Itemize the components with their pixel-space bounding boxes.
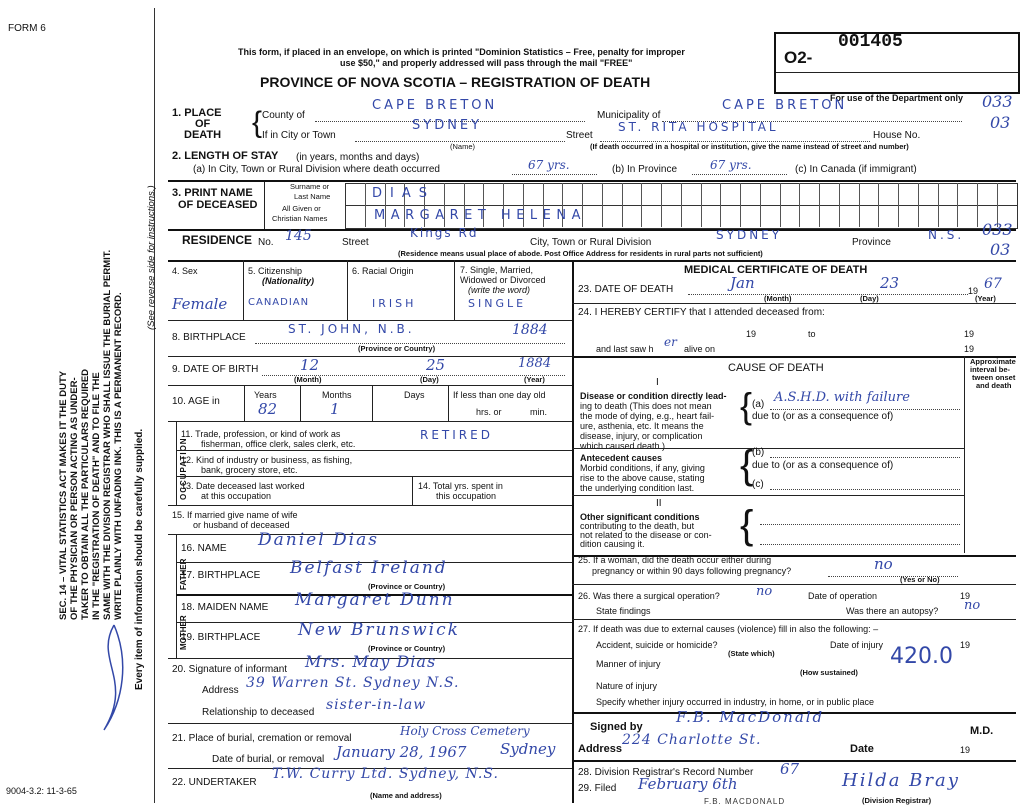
residence-code-1: 033 [982,220,1013,239]
registrar-stamp: F.B. MACDONALD [704,797,786,806]
disease-label-6: which caused death.) [580,441,666,451]
age-hrs-label: hrs. or [476,407,502,417]
physician-date-label: Date [850,743,874,755]
sex-label: 4. Sex [172,266,198,276]
accident-caption: (State which) [728,649,775,658]
mother-birthplace-label: 19. BIRTHPLACE [181,632,261,643]
approx-interval-4: and death [976,381,1012,390]
occupation-13-label-2: at this occupation [201,491,272,501]
disease-label-5: disease, injury, or complication [580,431,703,441]
residence-city-value: SYDNEY [716,228,783,242]
death-date-year: 67 [984,276,1002,292]
marital-label-2: Widowed or Divorced [460,275,546,285]
residence-province-value: N.S. [928,228,965,242]
undertaker-caption: (Name and address) [370,791,442,800]
dob-year: 1884 [518,356,552,371]
dob-day: 25 [426,356,446,374]
undertaker-value: T.W. Curry Ltd. Sydney, N.S. [272,766,499,782]
physician-date-year: 19 [960,745,971,755]
antecedent-label-2: Morbid conditions, if any, giving [580,463,705,473]
birthplace-caption: (Province or Country) [358,344,436,353]
citizenship-value: CANADIAN [248,297,310,308]
city-value: SYDNEY [412,118,483,133]
medical-title: MEDICAL CERTIFICATE OF DEATH [684,264,868,276]
occupation-14-label-1: 14. Total yrs. spent in [418,481,503,491]
cause-part-ii: II [656,498,662,509]
name-grid-divider [957,183,958,227]
place-note: (If death occurred in a hospital or institution, give the name instead of street and number) [590,142,909,151]
surgery-date-label: Date of operation [808,591,878,601]
antecedent-label-1: Antecedent causes [580,453,663,463]
relationship-label: Relationship to deceased [202,707,315,718]
physician-address-label: Address [578,743,623,755]
place-code-1: 033 [982,92,1013,111]
county-label: County of [262,110,305,121]
surname-label-1: Surname or [290,182,330,191]
specify-label: Specify whether injury occurred in industry, in home, or in public place [596,697,874,707]
antecedent-label-4: the underlying condition last. [580,483,695,493]
name-grid-divider [681,183,682,227]
disease-label-3: the mode of dying, e.g., heart fail- [580,411,715,421]
stay-b-label: (b) In Province [612,164,678,175]
stay-a-label: (a) In City, Town or Rural Division where death occurred [193,164,440,175]
death-year-prefix: 19 [968,286,979,296]
antecedent-label-3: rise to the above cause, stating [580,473,705,483]
name-grid-divider [878,183,879,227]
last-saw-label: and last saw h [596,344,654,354]
cause-part-i: I [656,377,659,388]
residence-note: (Residence means usual place of abode. Post Office Address for residents in rural parts not sufficient) [398,249,763,258]
undertaker-label: 22. UNDERTAKER [172,777,257,788]
autopsy-label: Was there an autopsy? [846,606,939,616]
name-grid-divider [602,183,603,227]
stay-b-value: 67 yrs. [710,158,752,172]
margin-pen-mark [84,620,144,740]
manner-caption: (How sustained) [800,668,858,677]
residence-code-2: 03 [990,240,1011,259]
name-grid-divider [918,183,919,227]
marital-value: SINGLE [468,297,527,310]
age-years-value: 82 [258,400,278,418]
spouse-label-2: or husband of deceased [193,520,290,530]
signed-by-value: F.B. MacDonald [676,708,825,726]
name-label-1: 3. PRINT NAME [172,187,253,199]
dob-month: 12 [300,356,320,374]
accident-label: Accident, suicide or homicide? [596,640,718,650]
cause-c-label: (c) [752,479,764,490]
name-grid-divider [661,183,662,227]
cause-a-label: (a) [752,399,765,410]
registrar-signature: Hilda Bray [842,770,960,791]
external-causes-label: 27. If death was due to external causes (violence) fill in also the following: – [578,624,879,634]
name-grid-divider [641,183,642,227]
residence-street-label: Street [342,237,369,248]
county-value: CAPE BRETON [372,98,498,113]
name-grid-divider [819,183,820,227]
mother-side-label: MOTHER [179,615,188,650]
cause-b-due-to: due to (or as a consequence of) [752,460,894,471]
department-use-note: For use of the Department only [830,93,964,103]
name-grid-divider [720,183,721,227]
burial-location-value: Sydney [500,740,556,758]
dob-year-caption: (Year) [524,375,545,384]
informant-label: 20. Signature of informant [172,664,288,675]
attended-from-year: 19 [746,329,757,339]
municipality-value: CAPE BRETON [722,98,848,113]
surgery-year: 19 [960,591,971,601]
pregnancy-label-2: pregnancy or within 90 days following pregnancy? [592,566,792,576]
signed-by-label: Signed by [590,721,643,733]
street-label: Street [566,130,593,141]
record-stamp-number: 420.0 [890,644,953,669]
death-date-label: 23. DATE OF DEATH [578,284,674,295]
residence-province-label: Province [852,237,891,248]
age-years-label: Years [254,390,277,400]
registration-number-box [774,32,1020,94]
form-number: FORM 6 [8,23,46,34]
death-year-caption: (Year) [975,294,996,303]
marital-label-1: 7. Single, Married, [460,265,534,275]
other-conditions-label-1: Other significant conditions [580,512,700,522]
citizenship-label-1: 5. Citizenship [248,266,303,276]
nature-label: Nature of injury [596,681,658,691]
age-less-day-label: If less than one day old [453,390,546,400]
attended-label: 24. I HEREBY CERTIFY that I attended deceased from: [578,307,825,318]
given-label-1: All Given or [282,204,321,213]
registration-prefix: O2- [784,48,813,67]
margin-divider [154,8,155,803]
surname-value: DIAS [372,186,435,201]
mother-maiden-name-label: 18. MAIDEN NAME [181,602,269,613]
occupation-11-label-2: fisherman, office clerk, sales clerk, etc. [201,439,356,449]
city-name-caption: (Name) [450,142,476,151]
mother-maiden-name-value: Margaret Dunn [295,590,455,610]
pregnancy-caption: (Yes or No) [900,575,940,584]
death-month-caption: (Month) [764,294,792,303]
sex-value: Female [172,295,228,313]
mother-birthplace-value: New Brunswick [298,620,460,640]
birthplace-value: ST. JOHN, N.B. [288,322,415,336]
approx-interval-2: interval be- [970,365,1011,374]
stay-label: 2. LENGTH OF STAY [172,150,279,162]
name-grid-divider [701,183,702,227]
residence-no-value: 145 [285,228,312,244]
residence-city-label: City, Town or Rural Division [530,237,652,248]
stay-sub: (in years, months and days) [296,152,420,163]
manner-label: Manner of injury [596,659,661,669]
physician-address-value: 224 Charlotte St. [622,732,762,748]
disease-label-2: ing to death (This does not mean [580,401,712,411]
given-names-value: MARGARET HELENA [374,208,586,223]
place-of: OF [195,118,211,130]
filed-date-value: February 6th [638,775,738,793]
autopsy-value: no [964,598,981,613]
registration-number: 001405 [838,32,903,52]
name-grid-divider [977,183,978,227]
footer-code: 9004-3.2: 11-3-65 [6,786,77,796]
place-label: 1. PLACE [172,107,222,119]
mail-notice-line2: use $50," and properly addressed will pass through the mail "FREE" [340,58,633,68]
mail-notice-line1: This form, if placed in an envelope, on which is printed "Dominion Statistics – Free, penalty for improper [238,47,685,57]
house-no-label: House No. [873,130,921,141]
last-saw-her: er [664,335,677,349]
occupation-12-label-2: bank, grocery store, etc. [201,465,298,475]
occupation-14-label-2: this occupation [436,491,497,501]
surgery-label: 26. Was there a surgical operation? [578,591,720,601]
name-grid-divider [859,183,860,227]
informant-address-label: Address [202,685,239,696]
cause-a-value: A.S.H.D. with failure [774,390,910,405]
other-conditions-label-2: contributing to the death, but [580,521,695,531]
registrar-caption: (Division Registrar) [862,796,932,805]
surname-label-2: Last Name [294,192,331,201]
name-grid-divider [365,183,366,227]
name-grid-divider [780,183,781,227]
name-grid-divider [898,183,899,227]
racial-origin-label: 6. Racial Origin [352,266,414,276]
pregnancy-value: no [874,555,893,573]
father-name-label: 16. NAME [181,543,227,554]
burial-date-label: Date of burial, or removal [212,754,325,765]
age-min-label: min. [530,407,548,417]
father-name-value: Daniel Dias [258,530,379,550]
father-birthplace-value: Belfast Ireland [290,558,448,578]
marital-label-3: (write the word) [468,285,531,295]
informant-value: Mrs. May Dias [305,652,437,671]
mother-birthplace-caption: (Province or Country) [368,644,446,653]
street-value: ST. RITA HOSPITAL [618,120,779,134]
father-birthplace-caption: (Province or Country) [368,582,446,591]
cause-a-due-to: due to (or as a consequence of) [752,411,894,422]
age-label: 10. AGE in [172,396,220,407]
age-months-value: 1 [330,400,340,418]
pregnancy-label-1: 25. If a woman, did the death occur either during [578,555,772,565]
name-grid-divider [760,183,761,227]
registrar-record-label: 28. Division Registrar's Record Number [578,767,754,778]
cause-title: CAUSE OF DEATH [728,362,824,374]
citizenship-label-2: (Nationality) [262,276,315,286]
dob-month-caption: (Month) [294,375,322,384]
place-death: DEATH [184,129,222,141]
informant-address-value: 39 Warren St. Sydney N.S. [246,675,460,691]
form-title: PROVINCE OF NOVA SCOTIA – REGISTRATION OF DEATH [260,74,651,90]
relationship-value: sister-in-law [326,697,427,713]
disease-label-1: Disease or condition directly lead- [580,391,727,401]
attended-to-year: 19 [964,329,975,339]
name-grid-divider [938,183,939,227]
dob-label: 9. DATE OF BIRTH [172,364,259,375]
burial-place-label: 21. Place of burial, cremation or removal [172,733,352,744]
residence-label: RESIDENCE [182,233,253,247]
birthplace-year: 1884 [512,322,548,338]
residence-street-value: Kings Rd [410,226,479,240]
occupation-13-label-1: 13. Date deceased last worked [181,481,305,491]
md-label: M.D. [970,725,994,737]
occupation-side-label: OCCUPATION [179,437,188,500]
disease-label-4: ure, asthenia, etc. It means the [580,421,704,431]
municipality-label: Municipality of [597,110,661,121]
filed-label: 29. Filed [578,783,617,794]
racial-origin-value: IRISH [372,297,417,310]
injury-date-label: Date of injury [830,640,884,650]
birthplace-label: 8. BIRTHPLACE [172,332,246,343]
stay-a-value: 67 yrs. [528,158,570,172]
cause-b-label: (b) [752,447,765,458]
injury-year: 19 [960,640,971,650]
death-date-day: 23 [880,274,900,292]
margin-instructions: (See reverse side for instructions.) [146,185,157,330]
death-date-month: Jan [730,274,755,292]
approx-interval-3: tween onset [972,373,1016,382]
name-label-2: OF DECEASED [178,199,258,211]
residence-no-label: No. [258,237,274,248]
attended-to-label: to [808,329,816,339]
approx-interval-1: Approximate [970,357,1016,366]
burial-place-value: Holy Cross Cemetery [400,724,530,738]
stay-c-label: (c) In Canada (if immigrant) [795,164,917,175]
other-conditions-label-4: dition causing it. [580,539,645,549]
occupation-11-label-1: 11. Trade, profession, or kind of work as [181,429,341,439]
burial-date-value: January 28, 1967 [336,743,467,761]
alive-on-label: alive on [684,344,716,354]
alive-on-year: 19 [964,344,975,354]
name-grid-divider [622,183,623,227]
margin-every-item: Every item of information should be carefully supplied. [134,428,145,690]
occupation-12-label-1: 12. Kind of industry or business, as fishing, [181,455,353,465]
city-label: If in City or Town [262,130,336,141]
father-birthplace-label: 17. BIRTHPLACE [181,570,261,581]
father-side-label: FATHER [179,558,188,590]
state-findings-label: State findings [596,606,651,616]
name-grid-divider [799,183,800,227]
given-label-2: Christian Names [272,214,328,223]
age-months-label: Months [322,390,352,400]
place-code-2: 03 [990,113,1011,132]
margin-legal-text: SEC. 14 – VITAL STATISTICS ACT MAKES IT THE DUTY OF THE PHYSICIAN OR PERSON ACTING AS UNDER- TAKER TO OBTAIN ALL THE PARTICULARS REQUIRED IN THE "REGISTRATION OF DEATH" AND TO FILE THE SAME WITH THE DIVISION REGISTRAR WHO SHALL ISSUE THE BURIAL PERMIT. WRITE PLAINLY WITH UNFADING INK. THIS IS A PERMANENT RECORD. [58,249,124,620]
registrar-record-value: 67 [780,760,800,778]
occupation-value: RETIRED [420,428,493,442]
age-days-label: Days [404,390,425,400]
death-day-caption: (Day) [860,294,879,303]
surgery-value: no [756,584,773,599]
other-conditions-label-3: not related to the disease or con- [580,530,712,540]
dob-day-caption: (Day) [420,375,439,384]
name-grid-divider [839,183,840,227]
spouse-label-1: 15. If married give name of wife [172,510,298,520]
name-grid-divider [740,183,741,227]
